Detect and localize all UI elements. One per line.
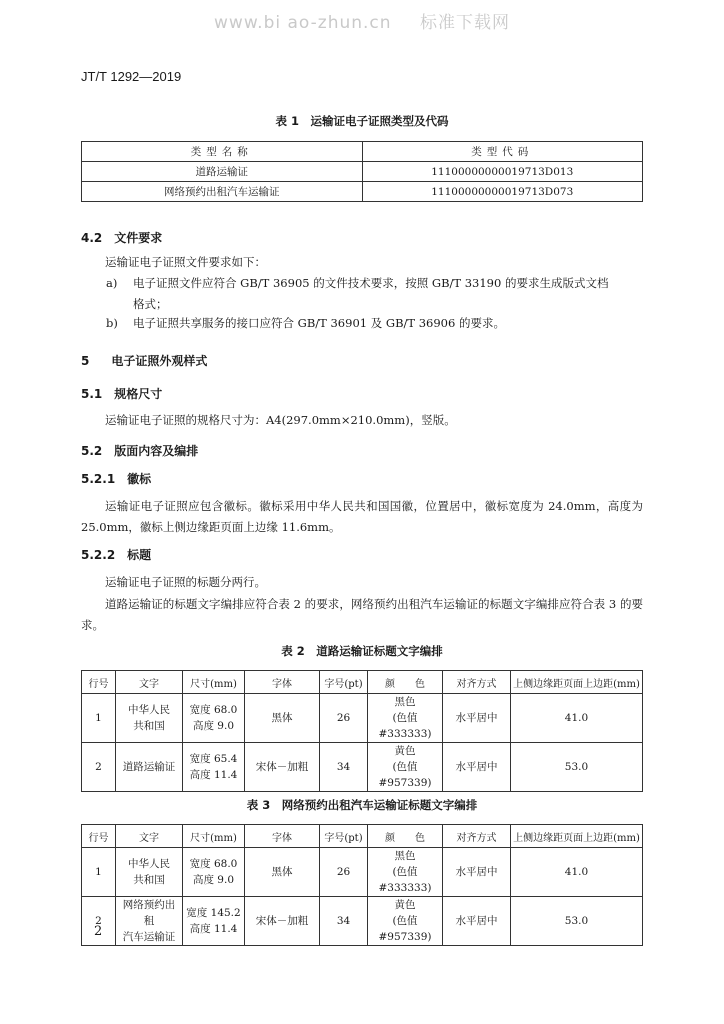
section-heading-5-2-1 — [81, 470, 151, 487]
cell-line: 汽车运输证 — [122, 931, 176, 943]
table-cell: 11100000000019713D013 — [362, 162, 643, 182]
section-heading-5-2 — [81, 442, 198, 459]
cell-line: 高度 9.0 — [192, 874, 235, 886]
cell-line: 高度 11.4 — [189, 923, 238, 935]
table-header-cell: 文字 — [116, 825, 183, 848]
cell-line: 高度 11.4 — [189, 769, 238, 781]
table-cell: 水平居中 — [443, 848, 511, 897]
cell-line: 网络预约出租 — [122, 899, 176, 927]
paragraph: 运输证电子证照的标题分两行。 — [105, 575, 266, 589]
paragraph: 运输证电子证照应包含徽标。徽标采用中华人民共和国国徽，位置居中，徽标宽度为 24.0mm，高度为 25.0mm，徽标上侧边缘距页面上边缘 11.6mm。 — [81, 499, 643, 534]
section-number: 4.2 — [81, 231, 103, 245]
section-number: 5.2 — [81, 444, 103, 458]
section-heading-5 — [81, 352, 207, 369]
table2 — [81, 670, 643, 792]
table-row — [82, 162, 643, 182]
cell-line: 宽度 68.0 — [189, 858, 238, 870]
cell-line: (色值#957339) — [378, 761, 432, 789]
table-cell — [116, 694, 183, 743]
list-text-continued: 格式； — [133, 297, 168, 311]
table-cell: 道路运输证 — [82, 162, 363, 182]
section-number: 5 — [81, 354, 90, 368]
cell-line: 高度 9.0 — [192, 720, 235, 732]
table-cell: 2 — [82, 743, 116, 792]
table-cell: 26 — [320, 694, 368, 743]
section-title: 徽标 — [127, 472, 152, 486]
table-cell: 41.0 — [511, 694, 643, 743]
table-row — [82, 743, 643, 792]
table-row — [82, 848, 643, 897]
table-cell: 道路运输证 — [116, 743, 183, 792]
list-item — [106, 313, 643, 334]
section-title: 版面内容及编排 — [114, 444, 199, 458]
table-cell — [368, 743, 443, 792]
standard-number: JT/T 1292—2019 — [81, 69, 182, 84]
table-header-cell: 颜 色 — [368, 825, 443, 848]
cell-line: 黄色 — [394, 899, 416, 911]
section-heading-5-1 — [81, 385, 162, 402]
cell-line: (色值#333333) — [378, 712, 432, 740]
table-header-row — [82, 671, 643, 694]
table3-caption: 表 3 网络预约出租汽车运输证标题文字编排 — [246, 798, 478, 812]
table-cell: 41.0 — [511, 848, 643, 897]
section-heading-4-2 — [81, 229, 162, 246]
table-header-cell: 字号(pt) — [320, 825, 368, 848]
watermark-name: 标准下载网 — [419, 13, 510, 33]
list-marker: a) — [106, 276, 118, 290]
table-header-cell: 尺寸(mm) — [183, 825, 245, 848]
paragraph: 运输证电子证照的规格尺寸为：A4(297.0mm×210.0mm)，竖版。 — [105, 413, 456, 427]
list-item — [106, 273, 643, 315]
table-row — [82, 182, 643, 202]
table-cell: 53.0 — [511, 743, 643, 792]
table-cell — [183, 897, 245, 946]
table-cell: 黑体 — [245, 694, 320, 743]
table-cell — [368, 897, 443, 946]
table-cell: 11100000000019713D073 — [362, 182, 643, 202]
table-header-cell: 行号 — [82, 671, 116, 694]
cell-line: 宽度 68.0 — [189, 704, 238, 716]
table-cell: 2 — [82, 897, 116, 946]
table-header-cell: 尺寸(mm) — [183, 671, 245, 694]
table-cell: 34 — [320, 897, 368, 946]
table-header-row — [82, 142, 643, 162]
table-cell — [183, 743, 245, 792]
cell-line: 共和国 — [133, 874, 165, 886]
list-text: 电子证照文件应符合 GB/T 36905 的文件技术要求，按照 GB/T 33190 的要求生成版式文档 — [133, 276, 609, 290]
paragraph: 运输证电子证照文件要求如下： — [105, 255, 266, 269]
table3 — [81, 824, 643, 946]
table-cell: 26 — [320, 848, 368, 897]
cell-line: 黑色 — [394, 850, 416, 862]
section-number: 5.2.2 — [81, 548, 116, 562]
cell-line: 宽度 145.2 — [186, 907, 241, 919]
paragraph: 道路运输证的标题文字编排应符合表 2 的要求，网络预约出租汽车运输证的标题文字编排应符合表 3 的要求。 — [81, 597, 643, 632]
table-row — [82, 694, 643, 743]
watermark-site: www.bi ao-zhun.cn — [214, 13, 392, 33]
table-header-cell: 行号 — [82, 825, 116, 848]
cell-line: 中华人民 — [128, 704, 170, 716]
section-number: 5.1 — [81, 387, 103, 401]
table-header-cell: 对齐方式 — [443, 671, 511, 694]
table1-caption: 表 1 运输证电子证照类型及代码 — [275, 114, 449, 128]
cell-line: (色值#957339) — [378, 915, 432, 943]
section-heading-5-2-2 — [81, 546, 151, 563]
table-header-cell: 上侧边缘距页面上边距(mm) — [511, 671, 643, 694]
section-title: 规格尺寸 — [114, 387, 163, 401]
cell-line: 黑色 — [394, 696, 416, 708]
table-cell — [368, 694, 443, 743]
table-cell — [183, 694, 245, 743]
section-title: 电子证照外观样式 — [111, 354, 208, 368]
table-header-row — [82, 825, 643, 848]
table-cell — [116, 897, 183, 946]
table-cell: 网络预约出租汽车运输证 — [82, 182, 363, 202]
table2-caption: 表 2 道路运输证标题文字编排 — [281, 644, 443, 658]
section-title: 标题 — [127, 548, 152, 562]
cell-line: 宽度 65.4 — [189, 753, 238, 765]
table-cell: 宋体－加粗 — [245, 743, 320, 792]
section-title: 文件要求 — [114, 231, 163, 245]
table-cell: 53.0 — [511, 897, 643, 946]
section-number: 5.2.1 — [81, 472, 116, 486]
table-header-cell: 对齐方式 — [443, 825, 511, 848]
cell-line: 共和国 — [133, 720, 165, 732]
table-header-cell: 文字 — [116, 671, 183, 694]
table-cell: 水平居中 — [443, 694, 511, 743]
table-header-cell: 字体 — [245, 671, 320, 694]
list-marker: b) — [106, 316, 118, 330]
table-cell — [183, 848, 245, 897]
watermark — [0, 8, 724, 33]
cell-line: 黄色 — [394, 745, 416, 757]
table-cell: 34 — [320, 743, 368, 792]
table-header-cell: 颜 色 — [368, 671, 443, 694]
table-cell — [368, 848, 443, 897]
table-cell: 水平居中 — [443, 743, 511, 792]
table-cell — [116, 848, 183, 897]
table-header-cell: 上侧边缘距页面上边距(mm) — [511, 825, 643, 848]
table-row — [82, 897, 643, 946]
table-header-cell: 类型名称 — [82, 142, 363, 162]
list-text: 电子证照共享服务的接口应符合 GB/T 36901 及 GB/T 36906 的要求。 — [133, 316, 505, 330]
table-header-cell: 字体 — [245, 825, 320, 848]
page-number: 2 — [94, 924, 103, 939]
table-cell: 1 — [82, 848, 116, 897]
table-cell: 水平居中 — [443, 897, 511, 946]
cell-line: (色值#333333) — [378, 866, 432, 894]
table-cell: 黑体 — [245, 848, 320, 897]
table-cell: 1 — [82, 694, 116, 743]
table1 — [81, 141, 643, 202]
table-header-cell: 类型代码 — [362, 142, 643, 162]
table-cell: 宋体－加粗 — [245, 897, 320, 946]
cell-line: 中华人民 — [128, 858, 170, 870]
table-header-cell: 字号(pt) — [320, 671, 368, 694]
